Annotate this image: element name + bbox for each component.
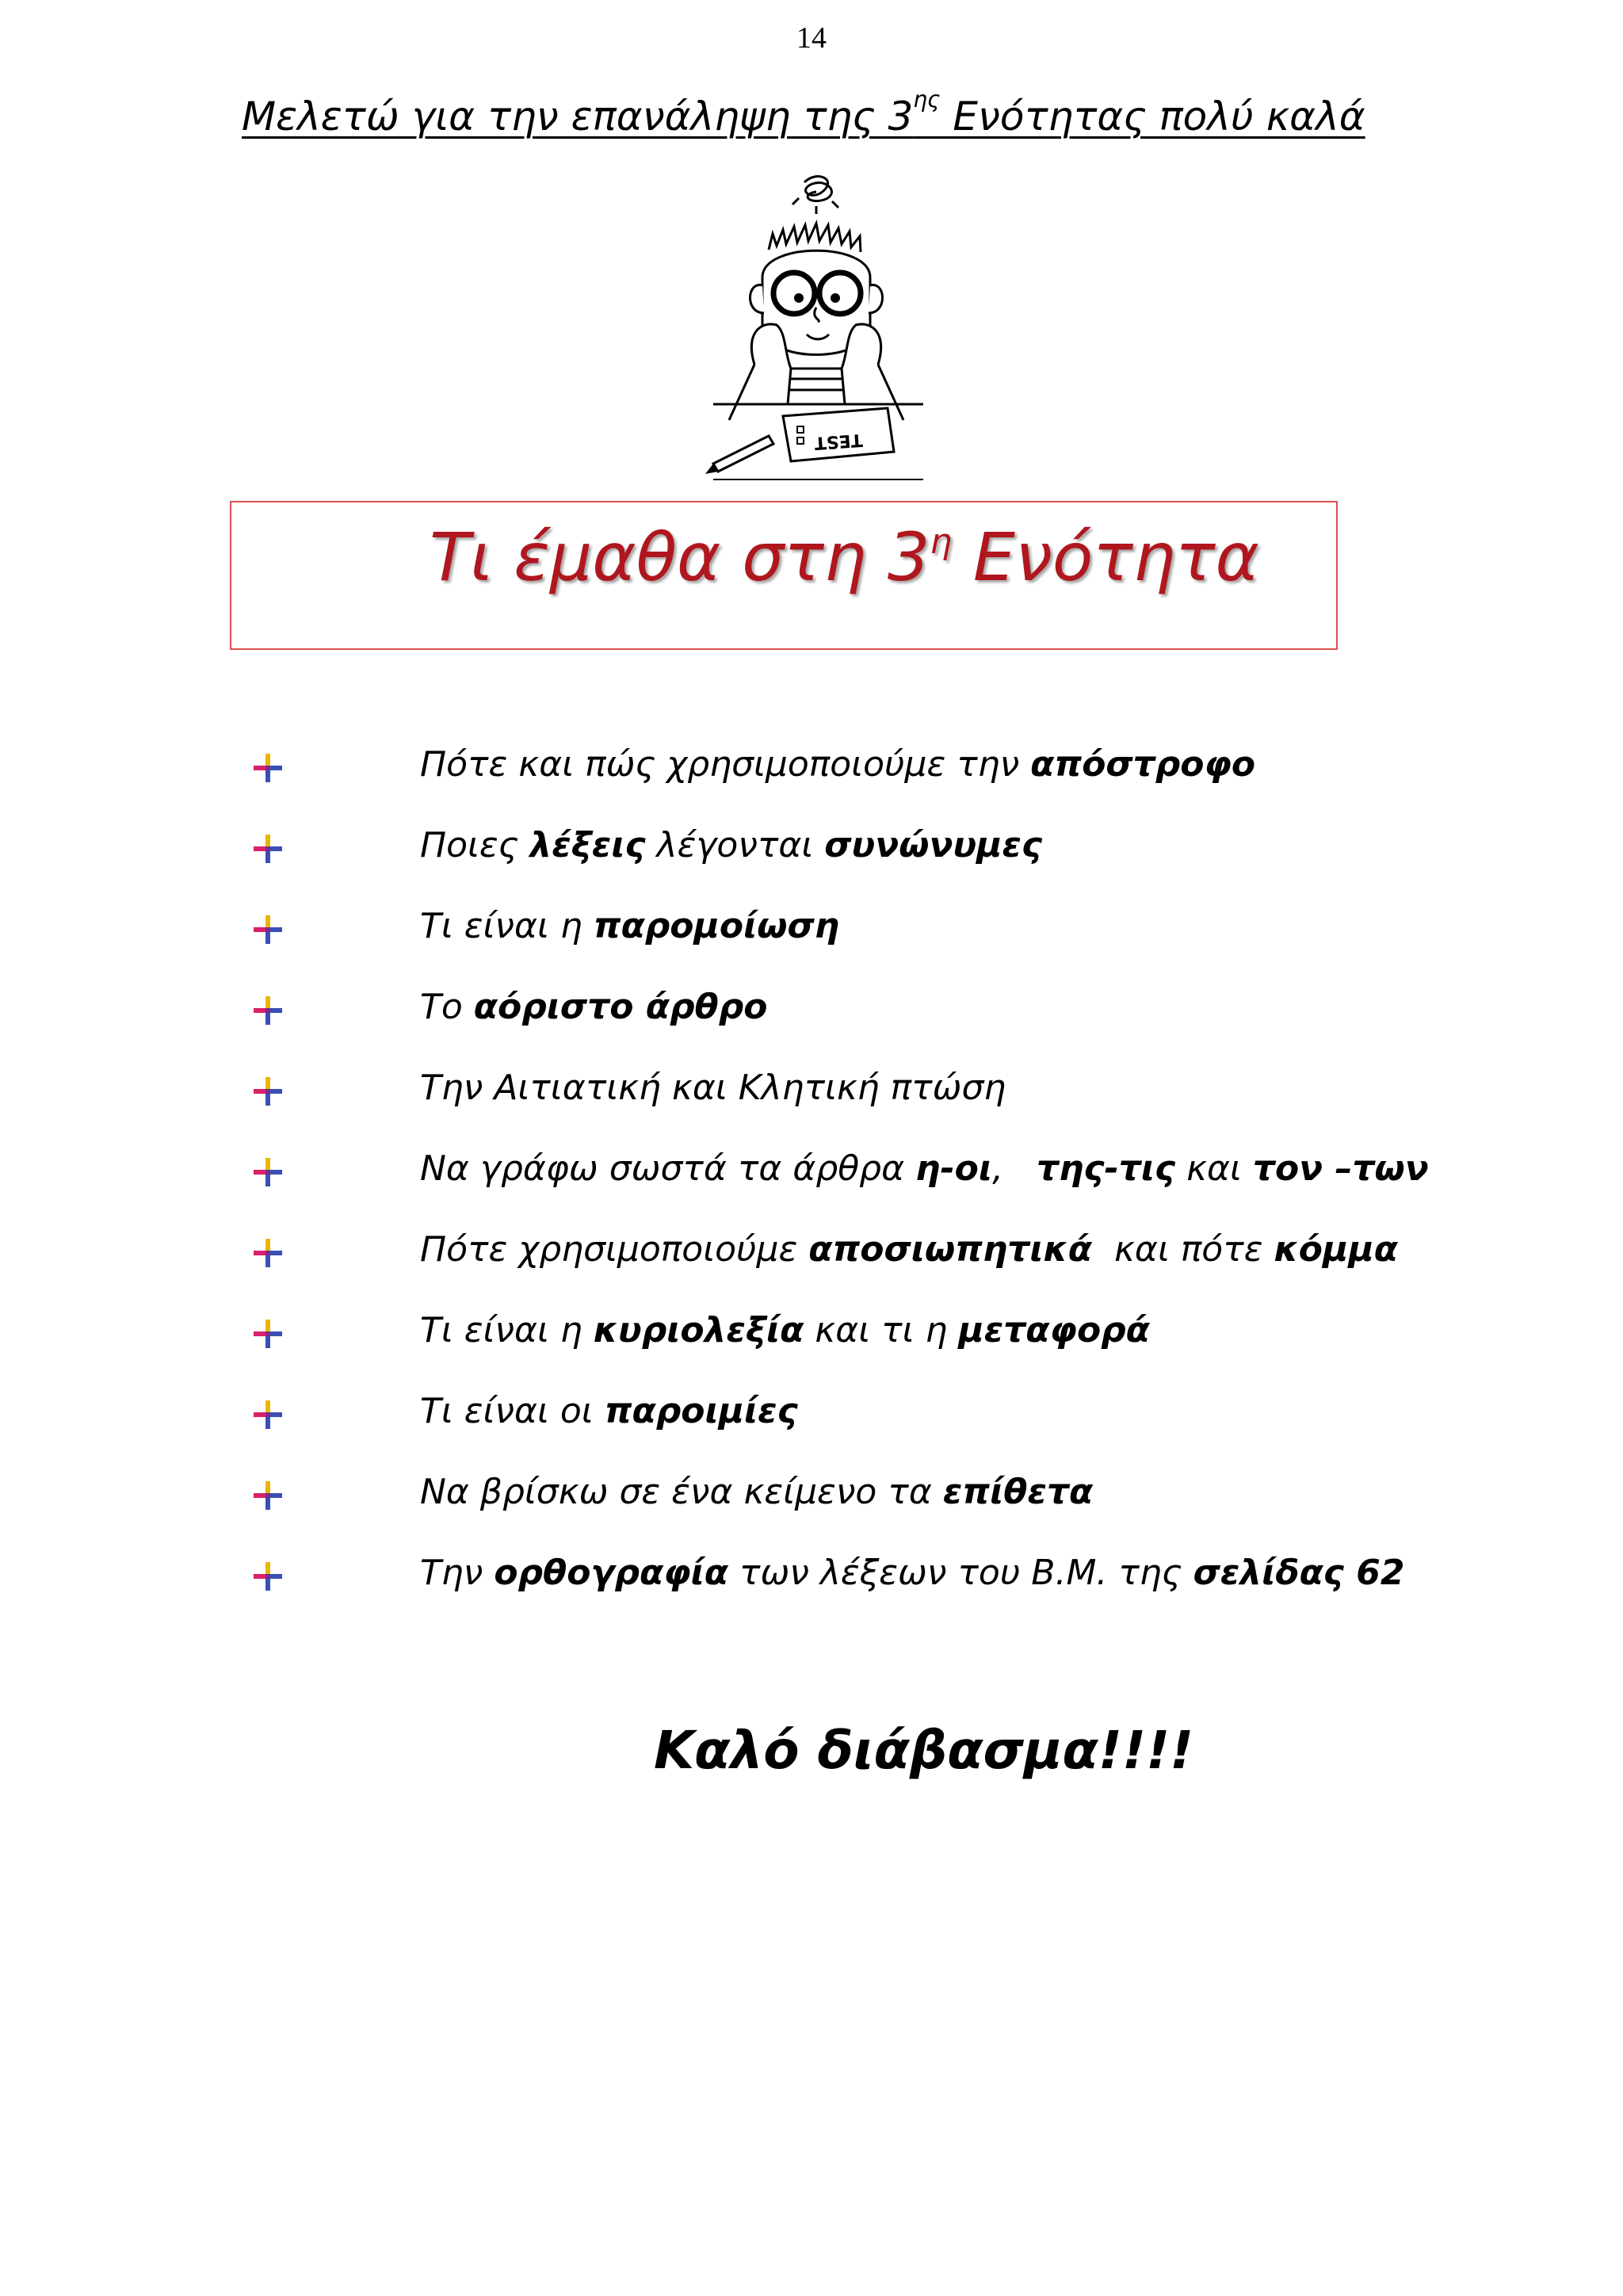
plus-bullet-icon xyxy=(252,995,284,1026)
topic-item xyxy=(252,822,1441,903)
plus-bullet-icon xyxy=(252,1156,284,1188)
title-box-heading xyxy=(430,518,1259,596)
plus-bullet-icon xyxy=(252,1480,284,1511)
topic-text xyxy=(420,1307,1150,1354)
plus-bullet-icon xyxy=(252,1075,284,1107)
topic-fragment: Τι είναι η xyxy=(420,1310,594,1350)
topic-fragment: Την Αιτιατική και Κλητική πτώση xyxy=(420,1068,1006,1108)
title-box-sup: η xyxy=(930,521,953,562)
topic-fragment: Τι είναι οι xyxy=(420,1391,605,1431)
topic-keyword: μεταφορά xyxy=(958,1310,1150,1350)
topic-keyword: απόστροφο xyxy=(1030,744,1256,785)
topic-item xyxy=(252,1307,1441,1388)
topic-keyword: κόμμα xyxy=(1274,1229,1398,1270)
topic-fragment: Να βρίσκω σε ένα κείμενο τα xyxy=(420,1472,943,1512)
topic-fragment: λέγονται xyxy=(645,825,825,865)
topic-keyword: ορθογραφία xyxy=(494,1553,728,1593)
topic-keyword: επίθετα xyxy=(942,1472,1094,1512)
topic-item xyxy=(252,1145,1441,1226)
header-title xyxy=(242,86,1365,139)
plus-bullet-icon xyxy=(252,833,284,865)
topic-keyword: αποσιωπητικά xyxy=(808,1229,1093,1270)
topic-item xyxy=(252,1469,1441,1549)
topic-item xyxy=(252,1064,1441,1145)
topic-fragment: Πότε και πώς χρησιμοποιούμε την xyxy=(420,744,1031,785)
plus-bullet-icon xyxy=(252,1561,284,1592)
topic-keyword: λέξεις xyxy=(529,825,646,865)
topic-text xyxy=(420,1064,1006,1112)
topic-keyword: αόριστο άρθρο xyxy=(473,987,768,1027)
page-number: 14 xyxy=(796,21,827,55)
topic-fragment: Την xyxy=(420,1553,495,1593)
topic-keyword: η-οι xyxy=(915,1148,993,1189)
topic-keyword: κυριολεξία xyxy=(593,1310,804,1350)
topic-item xyxy=(252,903,1441,984)
student-test-icon xyxy=(697,166,935,483)
topic-fragment: και πότε xyxy=(1092,1229,1274,1270)
topic-fragment: και τι η xyxy=(804,1310,959,1350)
header-title-main: Μελετώ για την επανάληψη της 3 xyxy=(242,94,914,139)
plus-bullet-icon xyxy=(252,1399,284,1431)
topic-fragment: και xyxy=(1175,1148,1253,1189)
topic-text xyxy=(420,822,1042,869)
topic-list xyxy=(252,741,1441,1630)
topic-item xyxy=(252,1549,1441,1630)
topic-fragment: Τι είναι η xyxy=(420,906,594,946)
plus-bullet-icon xyxy=(252,1318,284,1350)
plus-bullet-icon xyxy=(252,1237,284,1269)
topic-text xyxy=(420,1549,1404,1597)
test-sheet-label: TEST xyxy=(813,429,864,453)
topic-text xyxy=(420,1226,1398,1274)
topic-item xyxy=(252,1388,1441,1469)
topic-text xyxy=(420,1145,1429,1193)
topic-fragment: των λέξεων του Β.Μ. της xyxy=(728,1553,1193,1593)
header-title-rest: Ενότητας πολύ καλά xyxy=(940,94,1365,139)
topic-text xyxy=(420,903,839,950)
topic-fragment: Ποιες xyxy=(420,825,530,865)
topic-text xyxy=(420,1469,1093,1516)
topic-fragment: , xyxy=(992,1148,1037,1189)
title-box-main: Τι έμαθα στη 3 xyxy=(430,518,930,596)
topic-text xyxy=(420,984,767,1031)
topic-keyword: της-τις xyxy=(1037,1148,1176,1189)
topic-keyword: παροιμίες xyxy=(604,1391,798,1431)
topic-text xyxy=(420,1388,798,1435)
plus-bullet-icon xyxy=(252,914,284,946)
plus-bullet-icon xyxy=(252,752,284,784)
header-title-sup: ης xyxy=(913,86,941,113)
topic-fragment: Να γράφω σωστά τα άρθρα xyxy=(420,1148,916,1189)
title-box xyxy=(230,501,1338,650)
topic-fragment: Πότε χρησιμοποιούμε xyxy=(420,1229,809,1270)
topic-keyword: παρομοίωση xyxy=(593,906,840,946)
topic-keyword: τον –των xyxy=(1252,1148,1429,1189)
topic-keyword: συνώνυμες xyxy=(824,825,1043,865)
title-box-rest: Ενότητα xyxy=(952,518,1260,596)
topic-fragment: Το xyxy=(420,987,474,1027)
topic-item xyxy=(252,741,1441,822)
closing-text: Καλό διάβασμα!!!! xyxy=(654,1720,1194,1781)
topic-keyword: σελίδας 62 xyxy=(1193,1553,1405,1593)
topic-text xyxy=(420,741,1255,789)
topic-item xyxy=(252,1226,1441,1307)
topic-item xyxy=(252,984,1441,1064)
